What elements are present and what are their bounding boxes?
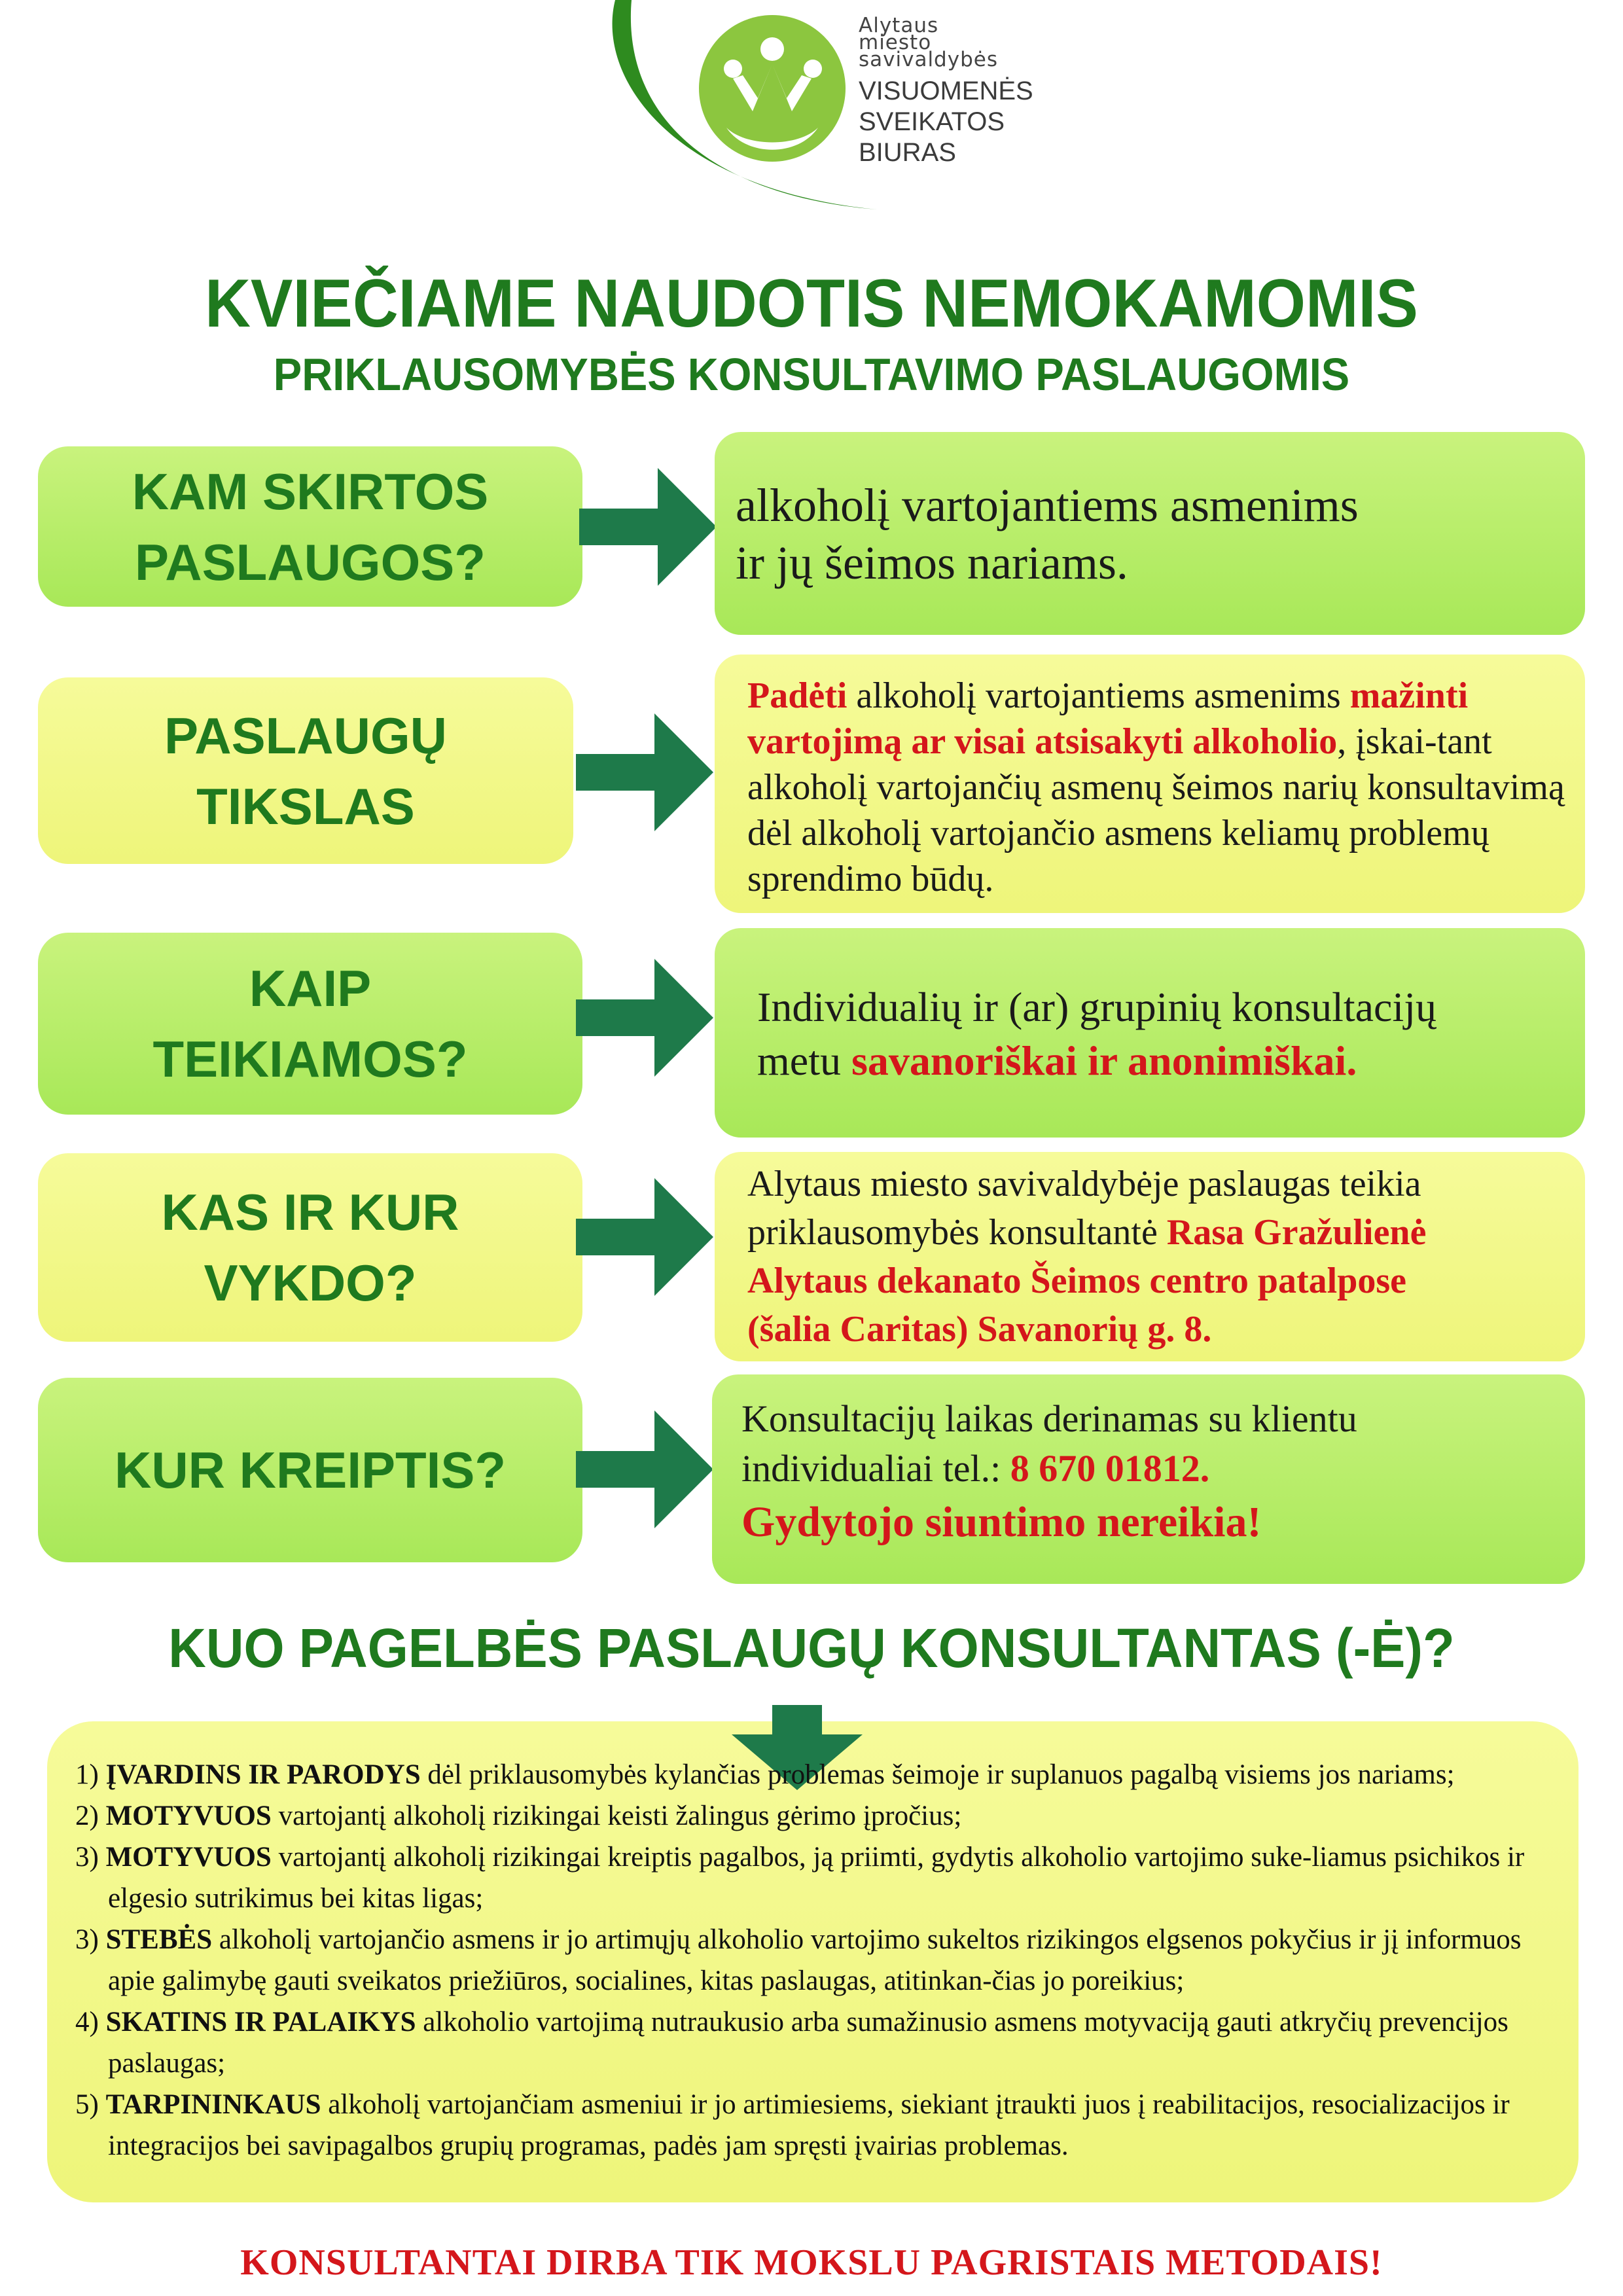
item-keyword: SKATINS IR PALAIKYS	[105, 2007, 416, 2037]
answer-highlight: savanoriškai ir anonimiškai.	[851, 1037, 1357, 1084]
question-line: PASLAUGŲ	[164, 706, 447, 764]
answer-highlight: Padėti	[747, 675, 847, 716]
list-item	[75, 1754, 1561, 1795]
answer-highlight: Gydytojo siuntimo nereikia!	[741, 1498, 1262, 1546]
item-text: alkoholio vartojimą nutraukusio arba sumažinusio asmens motyvaciją gauti atkryčių prevencijos paslaugas;	[108, 2007, 1508, 2079]
item-text: vartojantį alkoholį rizikingai kreiptis pagalbos, ją priimti, gydytis alkoholio vartojimo suke-liamus psichikos ir elgesio sutrikimus bei kitas ligas;	[108, 1842, 1525, 1914]
logo-line: SVEIKATOS	[859, 107, 1005, 136]
answer-text: alkoholį vartojantiems asmenims	[847, 675, 1350, 716]
question-line: KAM SKIRTOS	[132, 462, 489, 520]
answer-line: Individualių ir (ar) grupinių konsultacijų	[757, 984, 1436, 1030]
logo-line: Alytaus	[859, 14, 939, 37]
page-subtitle: PRIKLAUSOMYBĖS KONSULTAVIMO PASLAUGOMIS	[273, 349, 1350, 400]
answer-text: , įskai-tant alkoholį vartojančių asmenų šeimos narių konsultavimą dėl alkoholį vartojančio asmens keliamų problemų sprendimo būdų.	[747, 721, 1565, 899]
question-line: TEIKIAMOS?	[152, 1030, 468, 1088]
question-box-who	[38, 446, 582, 607]
item-number: 5)	[75, 2089, 99, 2120]
item-keyword: MOTYVUOS	[105, 1842, 272, 1873]
item-number: 3)	[75, 1842, 99, 1873]
question-line: TIKSLAS	[196, 777, 415, 835]
answer-text: priklausomybės konsultantė	[747, 1212, 1167, 1253]
item-text: alkoholį vartojančio asmens ir jo artimųjų alkoholio vartojimo sukeltos rizikingos elgsenos pokyčius ir jį informuos apie galimybę gauti sveikatos priežiūros, socialines, kitas paslaugas, atitinkan-čias jo poreikius;	[108, 1924, 1522, 1996]
arrow-right-icon	[576, 1410, 713, 1528]
question-box-how	[38, 933, 582, 1115]
item-number: 2)	[75, 1801, 99, 1831]
logo-line: BIURAS	[859, 138, 956, 167]
answer-line: Konsultacijų laikas derinamas su klientu	[741, 1397, 1357, 1440]
question-box-who-where	[38, 1153, 582, 1342]
question-line: KAIP	[249, 960, 372, 1017]
answer-line: Alytaus miesto savivaldybėje paslaugas teikia	[747, 1164, 1421, 1204]
item-number: 1)	[75, 1759, 99, 1790]
answer-box-who-where	[715, 1152, 1585, 1361]
item-keyword: MOTYVUOS	[105, 1801, 272, 1831]
list-item	[75, 1837, 1561, 1919]
question-line: PASLAUGOS?	[135, 533, 486, 591]
answer-text: metu	[757, 1037, 851, 1084]
item-keyword: STEBĖS	[105, 1924, 213, 1955]
logo-line: miesto	[859, 31, 932, 54]
arrow-right-icon	[576, 713, 713, 831]
answer-box-contact	[712, 1374, 1585, 1584]
question-line: KAS IR KUR	[161, 1183, 459, 1241]
item-keyword: ĮVARDINS IR PARODYS	[105, 1759, 421, 1790]
help-list	[75, 1754, 1561, 2166]
section-heading: KUO PAGELBĖS PASLAUGŲ KONSULTANTAS (-Ė)?	[168, 1617, 1455, 1679]
question-box-contact	[38, 1378, 582, 1562]
logo-org-name	[859, 76, 1033, 168]
answer-box-how	[715, 928, 1585, 1138]
item-text: alkoholį vartojančiam asmeniui ir jo artimiesiems, siekiant įtraukti juos į reabilitacijos, resocializacijos ir integracijos bei savipagalbos grupių programas, padės jam spręsti įvairias problemas.	[108, 2089, 1510, 2161]
page-title: KVIEČIAME NAUDOTIS NEMOKAMOMIS	[205, 266, 1418, 342]
question-box-goal	[38, 677, 573, 864]
answer-text: individualiai tel.:	[741, 1447, 1010, 1490]
arrow-right-icon	[576, 959, 713, 1077]
list-item	[75, 1795, 1561, 1837]
answer-box-who	[715, 432, 1585, 635]
item-text: dėl priklausomybės kylančias problemas šeimoje ir suplanuos pagalbą visiems jos nariams;	[420, 1759, 1455, 1790]
list-item	[75, 2084, 1561, 2166]
answer-line: ir jų šeimos nariams.	[736, 537, 1128, 589]
item-number: 3)	[75, 1924, 99, 1955]
list-item	[75, 1919, 1561, 2001]
question-line: VYKDO?	[204, 1254, 417, 1312]
answer-highlight: 8 670 01812.	[1010, 1447, 1210, 1490]
item-text: vartojantį alkoholį rizikingai keisti žalingus gėrimo įpročius;	[271, 1801, 962, 1831]
logo-org-small	[859, 14, 998, 71]
answer-highlight: Alytaus dekanato Šeimos centro patalpose	[747, 1261, 1407, 1301]
answer-highlight: mažinti vartojimą ar visai atsisakyti alkoholio	[747, 675, 1469, 762]
logo-line: VISUOMENĖS	[859, 77, 1033, 105]
arrow-right-icon	[576, 1178, 713, 1296]
footer-note: KONSULTANTAI DIRBA TIK MOKSLU PAGRISTAIS METODAIS!	[240, 2242, 1383, 2283]
arrow-right-icon	[579, 468, 717, 586]
item-keyword: TARPININKAUS	[105, 2089, 321, 2120]
item-number: 4)	[75, 2007, 99, 2037]
answer-highlight: (šalia Caritas) Savanorių g. 8.	[747, 1309, 1212, 1350]
list-item	[75, 2001, 1561, 2084]
logo-line: savivaldybės	[859, 48, 998, 71]
answer-line: alkoholį vartojantiems asmenims	[736, 479, 1359, 531]
answer-box-goal	[715, 655, 1585, 913]
answer-highlight: Rasa Gražulienė	[1166, 1212, 1427, 1253]
question-line: KUR KREIPTIS?	[114, 1441, 507, 1499]
